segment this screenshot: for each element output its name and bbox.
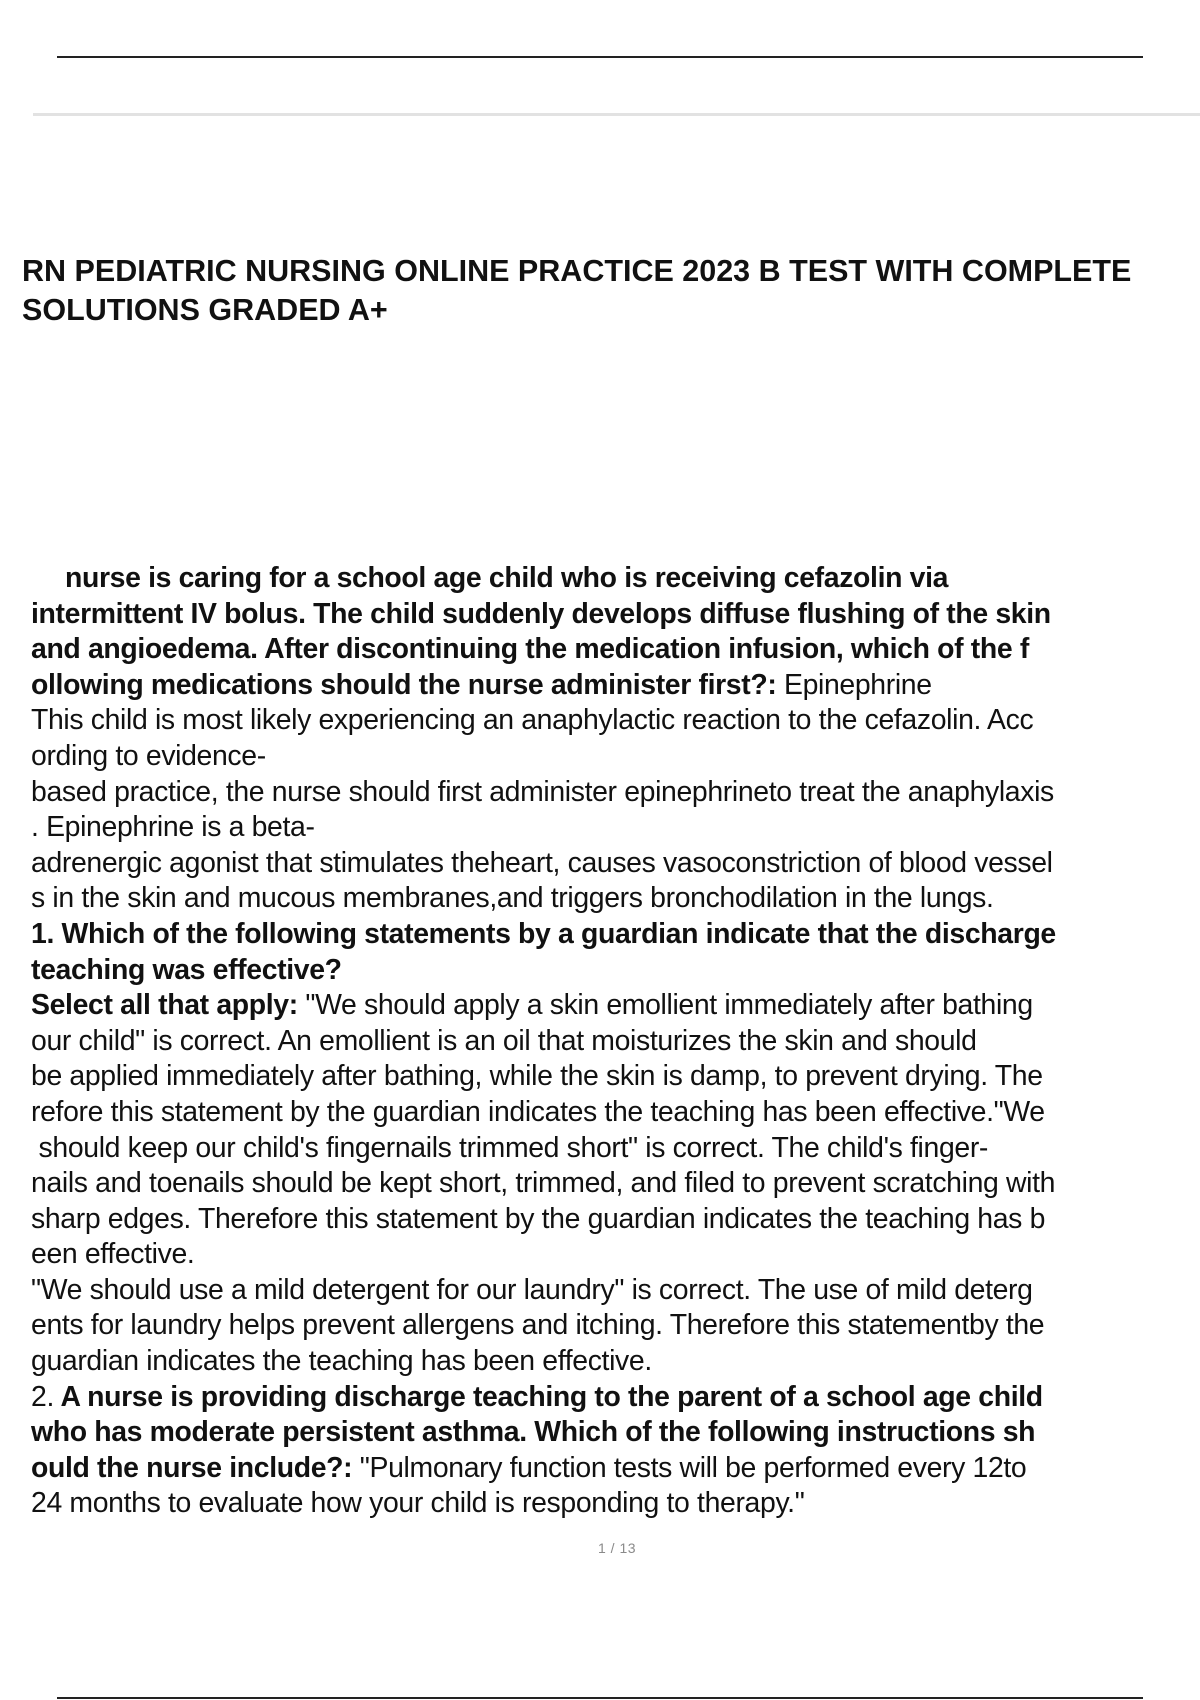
q1-answer-line: "We should use a mild detergent for our laundry" is correct. The use of mild deterg	[31, 1273, 1033, 1306]
q0-answer: Epinephrine	[784, 668, 932, 701]
q1-question-text: 1. Which of the following statements by a guardian indicate that the discharge	[31, 917, 1056, 950]
q0-question-text: and angioedema. After discontinuing the medication infusion, which of the f	[31, 633, 1029, 666]
q0-question-text: ollowing medications should the nurse administer first?:	[31, 668, 777, 701]
q1-answer-line: sharp edges. Therefore this statement by the guardian indicates the teaching has b	[31, 1202, 1046, 1235]
q0-explanation-line: adrenergic agonist that stimulates theheart, causes vasoconstriction of blood vessel	[31, 846, 1053, 879]
q1-answer-line: een effective.	[31, 1238, 195, 1271]
header-divider	[33, 113, 1200, 116]
q0-explanation-line: based practice, the nurse should first administer epinephrineto treat the anaphylaxis	[31, 775, 1054, 808]
q2-answer-line: 24 months to evaluate how your child is responding to therapy."	[31, 1487, 805, 1520]
q2-question-tail: ould the nurse include?:	[31, 1451, 353, 1484]
q0-question-text: intermittent IV bolus. The child suddenly develops diffuse flushing of the skin	[31, 597, 1051, 630]
q0-explanation-line: This child is most likely experiencing an anaphylactic reaction to the cefazolin. Acc	[31, 704, 1034, 737]
q0-question-line	[31, 561, 1200, 597]
q2-question-line	[31, 1415, 1200, 1451]
q1-prompt: Select all that apply:	[31, 989, 298, 1022]
q0-explanation-line: ording to evidence-	[31, 739, 266, 772]
q1-answer-line: our child" is correct. An emollient is an oil that moisturizes the skin and should	[31, 1024, 977, 1057]
q1-answer-start: "We should apply a skin emollient immediately after bathing	[297, 989, 1033, 1022]
document-body	[31, 561, 1200, 1522]
q0-question-text: nurse is caring for a school age child who is receiving cefazolin via	[65, 562, 949, 594]
q0-explanation-line: . Epinephrine is a beta-	[31, 811, 315, 844]
title-line-2: SOLUTIONS GRADED A+	[22, 293, 388, 327]
q1-answer-line: refore this statement by the guardian indicates the teaching has been effective."We	[31, 1095, 1045, 1128]
q2-question-text: A nurse is providing discharge teaching to the parent of a school age child	[53, 1380, 1043, 1413]
q2-number: 2.	[31, 1380, 54, 1413]
bottom-rule	[57, 1697, 1143, 1699]
top-rule	[57, 56, 1143, 58]
q1-question-text: teaching was effective?	[31, 953, 342, 986]
q1-question-line	[31, 917, 1200, 953]
q2-question-line	[31, 1380, 1200, 1416]
q1-prompt-line	[31, 988, 1200, 1024]
q1-question-line	[31, 953, 1200, 989]
document-title	[22, 252, 1200, 330]
q0-question-line	[31, 597, 1200, 633]
title-line-1: RN PEDIATRIC NURSING ONLINE PRACTICE 2023 B TEST WITH COMPLETE	[22, 254, 1132, 288]
q1-answer-line: ents for laundry helps prevent allergens and itching. Therefore this statementby the	[31, 1309, 1045, 1342]
q1-answer-line: be applied immediately after bathing, while the skin is damp, to prevent drying. The	[31, 1060, 1043, 1093]
q1-answer-line: guardian indicates the teaching has been effective.	[31, 1345, 652, 1378]
q1-answer-line: nails and toenails should be kept short, trimmed, and filed to prevent scratching with	[31, 1167, 1056, 1200]
q2-question-text: who has moderate persistent asthma. Which of the following instructions sh	[31, 1416, 1036, 1449]
q0-question-line	[31, 632, 1200, 668]
q2-answer-start: "Pulmonary function tests will be performed every 12to	[352, 1451, 1027, 1484]
q0-question-line	[31, 668, 1200, 704]
page-indicator: 1 / 13	[597, 1540, 637, 1556]
q2-question-line	[31, 1451, 1200, 1487]
q0-explanation-line: s in the skin and mucous membranes,and triggers bronchodilation in the lungs.	[31, 882, 994, 915]
q1-answer-line: should keep our child's fingernails trimmed short" is correct. The child's finger-	[31, 1131, 989, 1164]
